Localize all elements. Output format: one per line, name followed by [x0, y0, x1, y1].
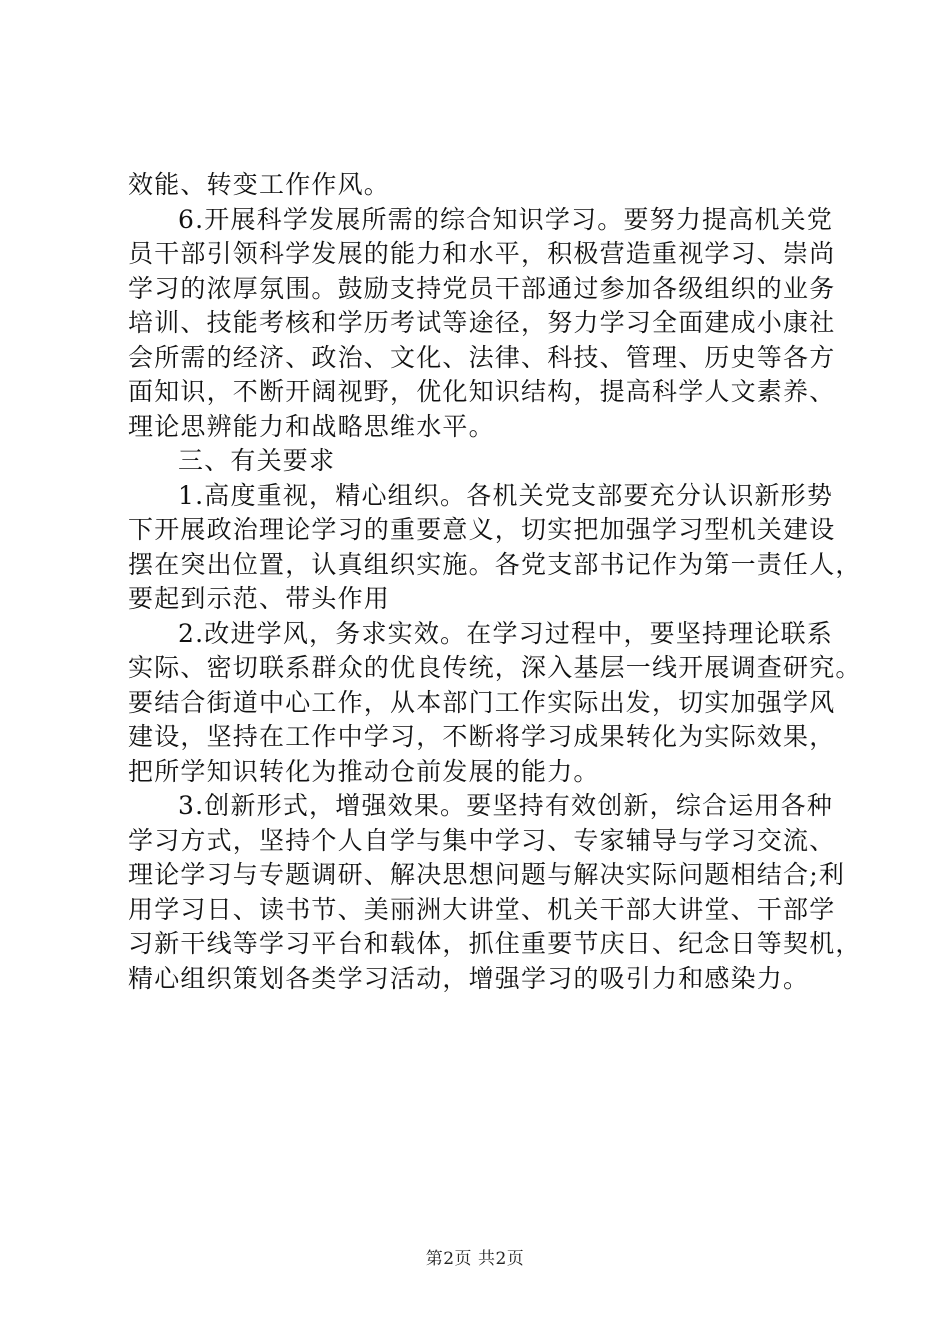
- text-line: 精心组织策划各类学习活动，增强学习的吸引力和感染力。: [128, 963, 810, 993]
- text-line: 培训、技能考核和学历考试等途径，努力学习全面建成小康社: [128, 308, 836, 337]
- text-line-paragraph-start: 6.开展科学发展所需的综合知识学习。要努力提高机关党: [178, 204, 834, 234]
- text-line: 理论思辨能力和战略思维水平。: [128, 411, 495, 441]
- text-line: 摆在突出位置，认真组织实施。各党支部书记作为第一责任人，: [128, 549, 862, 579]
- text-line: 把所学知识转化为推动仓前发展的能力。: [128, 756, 600, 786]
- text-line: 学习的浓厚氛围。鼓励支持党员干部通过参加各级组织的业务: [128, 273, 836, 303]
- text-line: 要结合街道中心工作，从本部门工作实际出发，切实加强学风: [128, 687, 836, 717]
- text-line: 建设，坚持在工作中学习，不断将学习成果转化为实际效果，: [128, 722, 836, 751]
- text-line: 员干部引领科学发展的能力和水平，积极营造重视学习、崇尚: [128, 239, 836, 268]
- text-line: 实际、密切联系群众的优良传统，深入基层一线开展调查研究。: [128, 653, 862, 682]
- text-line: 习新干线等学习平台和载体，抓住重要节庆日、纪念日等契机，: [128, 929, 862, 958]
- document-body: [128, 168, 862, 996]
- text-line: 面知识，不断开阔视野，优化知识结构，提高科学人文素养、: [128, 377, 836, 406]
- text-line: 下开展政治理论学习的重要意义，切实把加强学习型机关建设: [128, 515, 836, 544]
- text-line: 用学习日、读书节、美丽洲大讲堂、机关干部大讲堂、干部学: [128, 894, 836, 924]
- text-line: 效能、转变工作作风。: [128, 170, 391, 199]
- section-heading: 三、有关要求: [178, 446, 336, 475]
- text-line: 理论学习与专题调研、解决思想问题与解决实际问题相结合;利: [128, 860, 846, 889]
- text-line: 学习方式，坚持个人自学与集中学习、专家辅导与学习交流、: [128, 825, 836, 855]
- text-line-paragraph-start: 3.创新形式，增强效果。要坚持有效创新，综合运用各种: [178, 791, 834, 820]
- text-line: 要起到示范、带头作用: [128, 584, 391, 613]
- page-number-label: 第2页 共2页: [425, 1249, 525, 1269]
- page-footer: [0, 1244, 950, 1269]
- text-line-paragraph-start: 2.改进学风，务求实效。在学习过程中，要坚持理论联系: [178, 618, 834, 648]
- text-line-paragraph-start: 1.高度重视，精心组织。各机关党支部要充分认识新形势: [178, 480, 834, 510]
- text-line: 会所需的经济、政治、文化、法律、科技、管理、历史等各方: [128, 342, 836, 372]
